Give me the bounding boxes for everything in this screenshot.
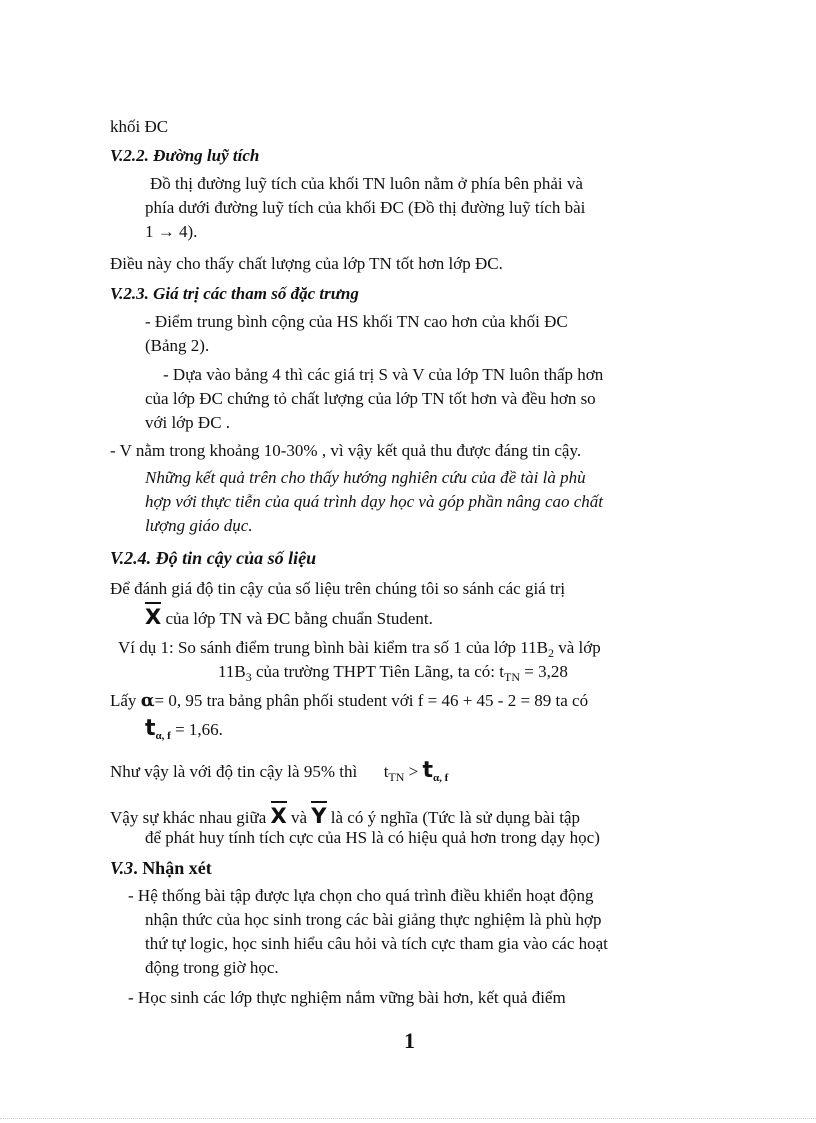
text-line: nhận thức của học sinh trong các bài giảng thực nghiệm là phù hợp [145, 910, 602, 929]
section-heading-v24: V.2.4. Độ tin cậy của số liệu [110, 548, 317, 568]
text-line: để phát huy tính tích cực của HS là có hiệu quả hơn trong dạy học) [145, 828, 600, 847]
section-heading-v22: V.2.2. Đường luỹ tích [110, 146, 260, 165]
text-span: V.3 [110, 858, 134, 878]
text-span: = 1,66. [175, 720, 223, 739]
subscript: TN [388, 770, 405, 784]
text-span: của trường THPT Tiên Lãng, ta có: t [255, 662, 504, 681]
page-number: 1 [404, 1028, 415, 1053]
text-span: t [383, 762, 389, 781]
italic-line: hợp với thực tiễn của quá trình dạy học và góp phần nâng cao chất [145, 492, 604, 511]
t-value-line [145, 718, 223, 747]
text-span: Lấy [110, 691, 137, 710]
text-line: - Dựa vào bảng 4 thì các giá trị S và V của lớp TN luôn thấp hơn [163, 365, 604, 384]
text-line: Điều này cho thấy chất lượng của lớp TN tốt hơn lớp ĐC. [110, 254, 503, 273]
xbar-symbol: X [271, 801, 287, 826]
text-span: Ví dụ 1: So sánh điểm trung bình bài kiểm tra số 1 của lớp 11 [118, 638, 537, 657]
text-line: Để đánh giá độ tin cậy của số liệu trên chúng tôi so sánh các giá trị [110, 579, 566, 598]
bullet-line: - Học sinh các lớp thực nghiệm nắm vững bài hơn, kết quả điểm [128, 988, 566, 1007]
text-span: 11 [218, 662, 235, 681]
text-span: của lớp TN và ĐC bằng chuẩn Student. [165, 609, 433, 628]
text-line: thứ tự logic, học sinh hiểu câu hỏi và tích cực tham gia vào các hoạt [145, 934, 608, 953]
subscript: 2 [548, 646, 555, 660]
alpha-symbol: α [140, 690, 155, 711]
section-heading-v23: V.2.3. Giá trị các tham số đặc trưng [110, 284, 359, 303]
subscript: 3 [245, 670, 252, 684]
text-span: = 0, 95 tra bảng phân phối student với f = 46 + 45 - 2 = 89 ta có [154, 691, 589, 710]
text-line: Đồ thị đường luỹ tích của khối TN luôn nằm ở phía bên phải và [150, 174, 583, 193]
bullet-line: - Hệ thống bài tập được lựa chọn cho quá trình điều khiển hoạt động [128, 886, 594, 905]
text-line: với lớp ĐC . [145, 413, 231, 432]
text-span: B [234, 662, 246, 681]
t-symbol: t [145, 716, 156, 741]
text-span: Như vậy là với độ tin cậy là 95% thì [110, 762, 358, 781]
example-line-2 [218, 661, 568, 688]
xbar-symbol: X [145, 602, 161, 627]
subscript: α, f [433, 772, 449, 784]
difference-line [110, 801, 580, 829]
text-line: phía dưới đường luỹ tích của khối ĐC (Đồ thị đường luỹ tích bài [145, 198, 586, 217]
conclusion-line [110, 760, 448, 789]
xbar-line [145, 602, 433, 630]
example-line-1 [118, 637, 601, 664]
text-line: 1 → 4). [145, 222, 198, 241]
text-span: . Nhận xét [133, 858, 212, 878]
ybar-symbol: Y [311, 801, 326, 826]
text-span: là có ý nghĩa (Tức là sử dụng bài tập [330, 808, 581, 827]
t-symbol: t [422, 758, 434, 783]
alpha-line [110, 690, 588, 712]
text-span: Vậy sự khác nhau giữa [110, 808, 267, 827]
text-line: khối ĐC [110, 117, 169, 136]
text-line: - Điểm trung bình cộng của HS khối TN cao hơn của khối ĐC [145, 312, 568, 331]
italic-line: Những kết quả trên cho thấy hướng nghiên cứu của đề tài là phù [145, 468, 586, 487]
subscript: α, f [155, 730, 171, 742]
text-span: và lớp [558, 638, 601, 657]
text-span: > [408, 762, 419, 781]
text-span: B [536, 638, 549, 657]
text-line: (Bảng 2). [145, 336, 210, 355]
italic-line: lượng giáo dục. [145, 516, 253, 535]
text-span: và [290, 808, 308, 827]
subscript: TN [503, 670, 520, 684]
text-line: động trong giờ học. [145, 958, 279, 977]
text-line: - V nằm trong khoảng 10-30% , vì vậy kết quả thu được đáng tin cậy. [110, 441, 582, 460]
section-heading-v3 [110, 857, 212, 879]
text-line: của lớp ĐC chứng tỏ chất lượng của lớp TN tốt hơn và đều hơn so [145, 389, 596, 408]
text-span: = 3,28 [524, 662, 568, 681]
page-divider [0, 1118, 816, 1119]
